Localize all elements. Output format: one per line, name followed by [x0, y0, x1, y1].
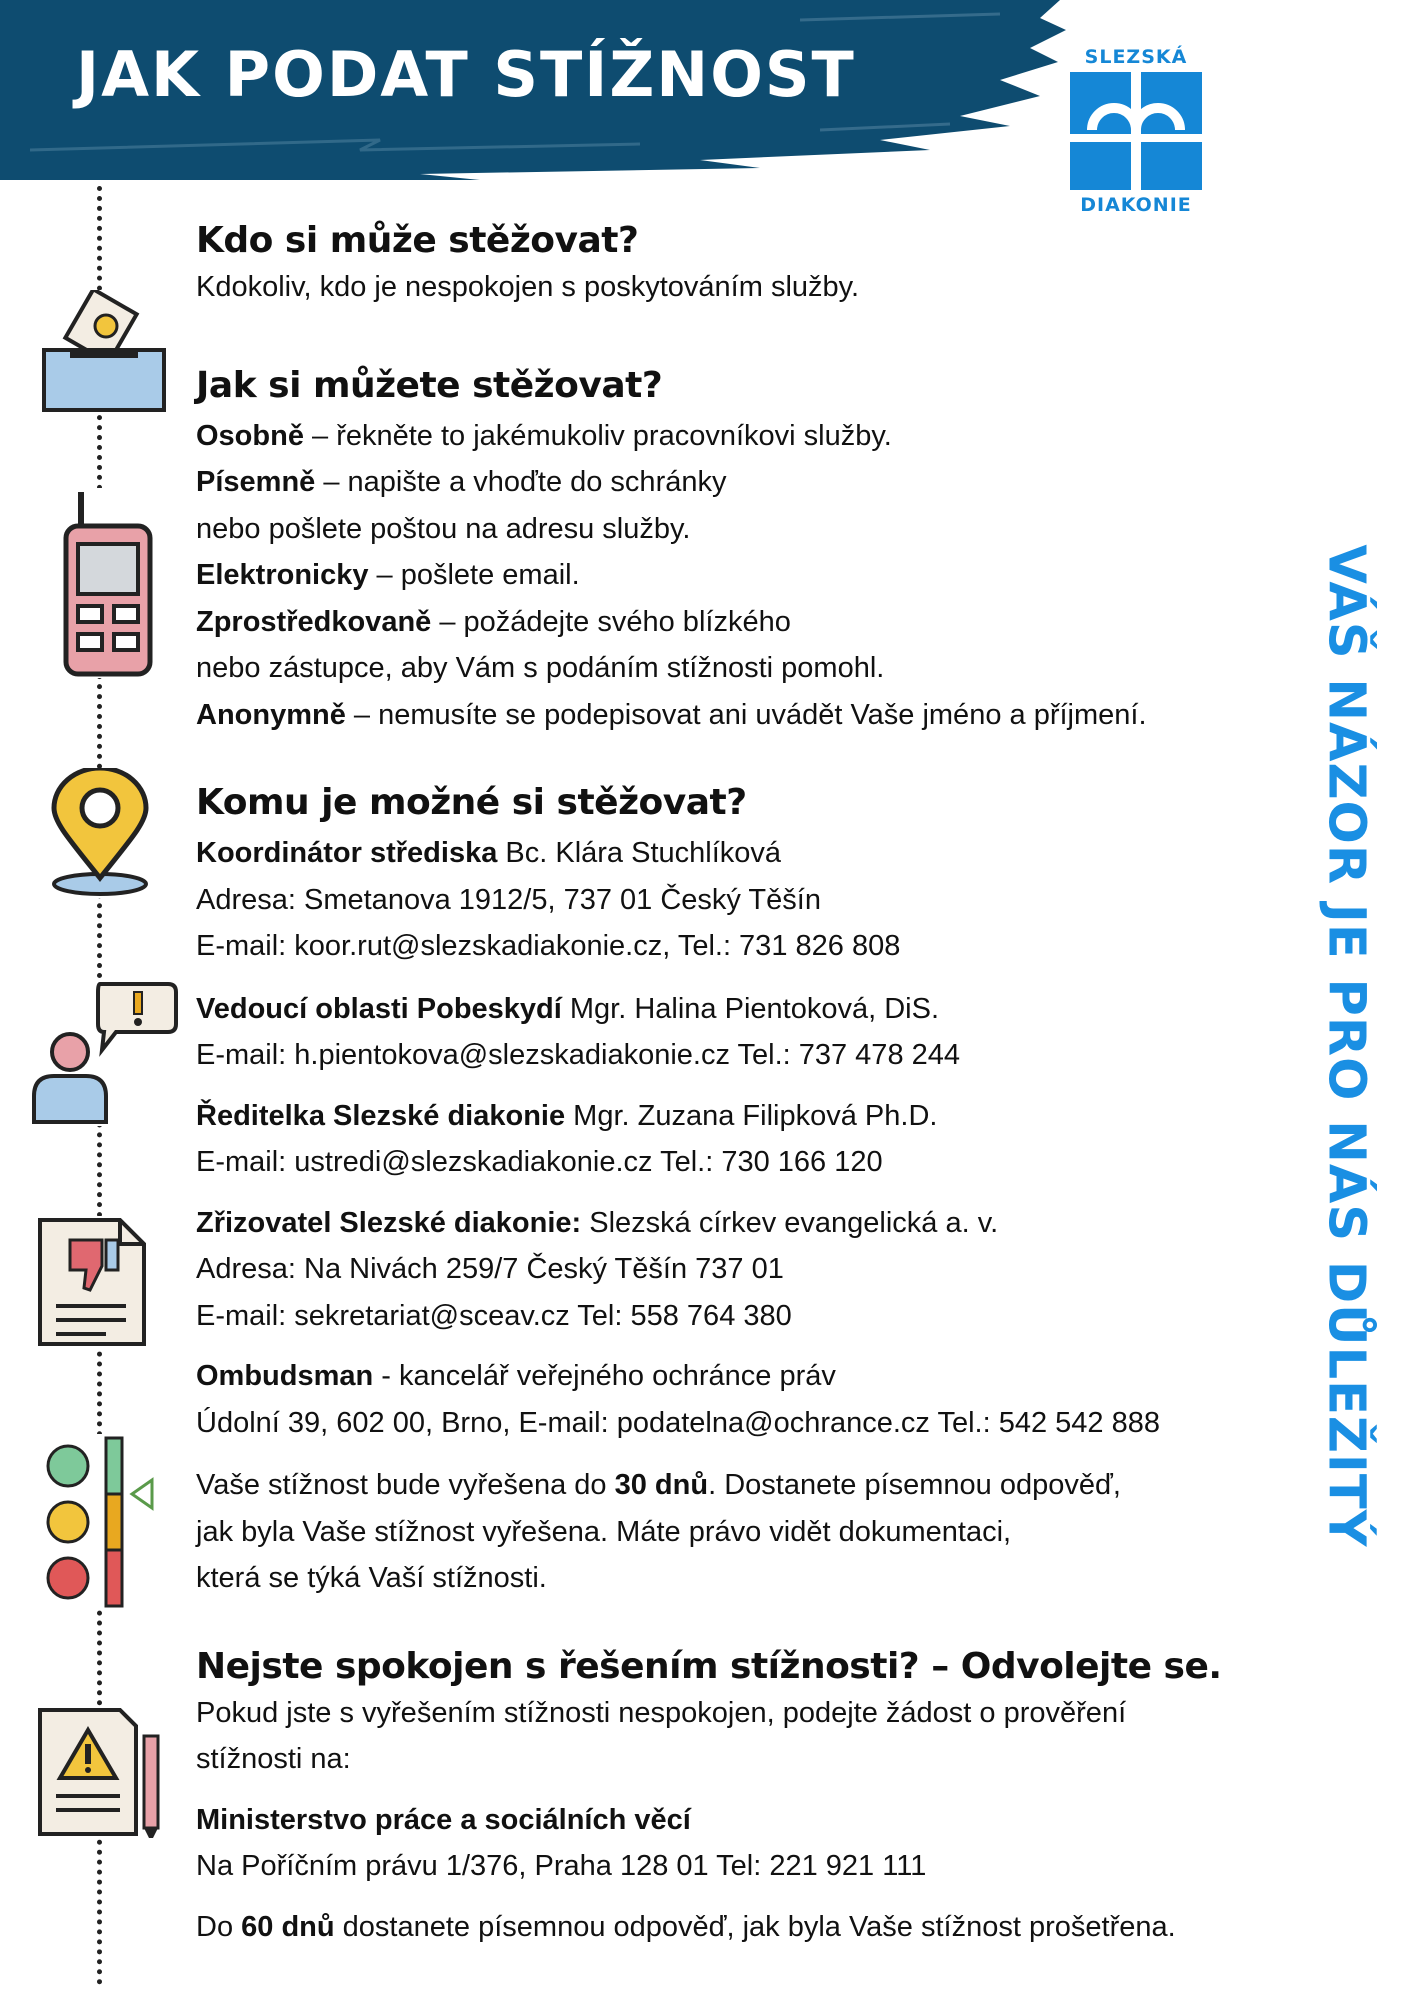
rating-scale-icon: [40, 1434, 160, 1610]
how-item: Elektronicky – pošlete email.: [196, 559, 580, 591]
appeal-final: Do 60 dnů dostanete písemnou odpověď, jak byla Vaše stížnost prošetřena.: [196, 1910, 1176, 1943]
heading-who: Kdo si může stěžovat?: [196, 220, 639, 261]
person-speech-icon: [28, 978, 178, 1126]
content: [196, 218, 1296, 1950]
contact-area-head: Vedoucí oblasti Pobeskydí Mgr. Halina Pientoková, DiS. E-mail: h.pientokova@slezskadiakonie.cz Tel.: 737 478 244: [196, 992, 961, 1071]
logo-bottom-text: DIAKONIE: [1080, 194, 1192, 216]
heading-whom: Komu je možné si stěžovat?: [196, 782, 747, 823]
heading-how: Jak si můžete stěžovat?: [196, 364, 663, 406]
how-item-cont: nebo pošlete poštou na adresu služby.: [196, 512, 691, 545]
page-title: JAK PODAT STÍŽNOST: [76, 38, 856, 111]
logo: [1062, 46, 1210, 216]
logo-top-text: SLEZSKÁ: [1084, 46, 1188, 68]
resolution-info: Vaše stížnost bude vyřešena do 30 dnů. Dostanete písemnou odpověď, jak byla Vaše stížnost vyřešena. Máte právo vidět dokumentaci, která se týká Vaší stížnosti.: [196, 1469, 1121, 1594]
ministry-name: Ministerstvo práce a sociálních věcí: [196, 1803, 691, 1836]
side-slogan: [1296, 456, 1396, 1636]
walkie-talkie-icon: [60, 488, 156, 678]
how-item-cont: nebo zástupce, aby Vám s podáním stížnosti pomohl.: [196, 652, 885, 684]
how-item: Anonymně – nemusíte se podepisovat ani uvádět Vaše jméno a příjmení.: [196, 698, 1147, 731]
ministry-address: Na Poříčním právu 1/376, Praha 128 01 Tel: 221 921 111: [196, 1850, 927, 1882]
ballot-box-icon: [40, 290, 168, 414]
contact-director: Ředitelka Slezské diakonie Mgr. Zuzana Filipková Ph.D. E-mail: ustredi@slezskadiakonie.cz Tel.: 730 166 120: [196, 1099, 938, 1178]
side-slogan-text: VÁŠ NÁZOR JE PRO NÁS DŮLEŽITÝ: [1316, 544, 1376, 1548]
who-text: Kdokoliv, kdo je nespokojen s poskytováním služby.: [196, 271, 860, 303]
diakonie-logo-icon: [1070, 72, 1202, 190]
contact-ombudsman: Ombudsman - kancelář veřejného ochránce práv Údolní 39, 602 00, Brno, E-mail: podatelna@ochrance.cz Tel.: 542 542 888: [196, 1360, 1160, 1439]
thumbs-down-document-icon: [36, 1216, 148, 1348]
how-item: Písemně – napište a vhoďte do schránky: [196, 466, 727, 498]
location-pin-icon: [48, 768, 152, 898]
contact-coordinator: Koordinátor střediska Bc. Klára Stuchlíková Adresa: Smetanova 1912/5, 737 01 Český Těšín E-mail: koor.rut@slezskadiakonie.cz, Tel.: 731 826 808: [196, 837, 901, 962]
warning-document-icon: [36, 1706, 166, 1838]
heading-appeal: Nejste spokojen s řešením stížnosti? – Odvolejte se.: [196, 1645, 1222, 1687]
how-item: Zprostředkovaně – požádejte svého blízkého: [196, 605, 791, 638]
contact-founder: Zřizovatel Slezské diakonie: Slezská církev evangelická a. v. Adresa: Na Nivách 259/7 Český Těšín 737 01 E-mail: sekretariat@sceav.cz Tel: 558 764 380: [196, 1206, 999, 1332]
appeal-text: Pokud jste s vyřešením stížnosti nespokojen, podejte žádost o prověření: [196, 1696, 1127, 1729]
how-item: Osobně – řekněte to jakémukoliv pracovníkovi služby.: [196, 419, 892, 452]
appeal-text: stížnosti na:: [196, 1743, 351, 1775]
